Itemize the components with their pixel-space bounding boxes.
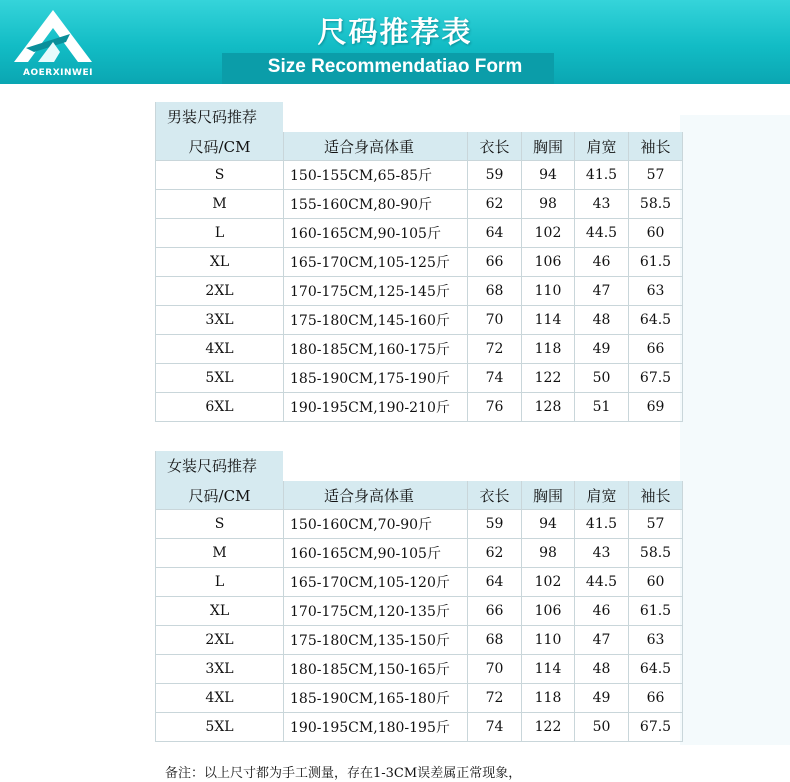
table-row [156,539,683,568]
cell-chest: 110 [522,626,575,655]
cell-size: 4XL [156,335,284,364]
col-size: 尺码/CM [156,481,284,510]
cell-chest: 94 [522,510,575,539]
cell-length: 68 [468,626,522,655]
cell-size: 3XL [156,306,284,335]
cell-height-weight: 185-190CM,175-190斤 [284,364,468,393]
women-size-section [155,451,682,742]
cell-chest: 114 [522,655,575,684]
cell-sleeve: 67.5 [629,713,683,742]
cell-height-weight: 185-190CM,165-180斤 [284,684,468,713]
cell-length: 62 [468,190,522,219]
cell-chest: 122 [522,713,575,742]
cell-size: XL [156,597,284,626]
table-row [156,335,683,364]
cell-size: M [156,539,284,568]
col-shoulder: 肩宽 [575,481,629,510]
cell-sleeve: 66 [629,684,683,713]
page-title: 尺码推荐表 [317,15,473,49]
cell-height-weight: 160-165CM,90-105斤 [284,539,468,568]
cell-sleeve: 69 [629,393,683,422]
cell-shoulder: 51 [575,393,629,422]
cell-sleeve: 61.5 [629,248,683,277]
col-chest: 胸围 [522,481,575,510]
cell-chest: 94 [522,161,575,190]
cell-sleeve: 67.5 [629,364,683,393]
cell-size: M [156,190,284,219]
col-height-weight: 适合身高体重 [284,132,468,161]
cell-height-weight: 170-175CM,125-145斤 [284,277,468,306]
cell-height-weight: 160-165CM,90-105斤 [284,219,468,248]
cell-height-weight: 175-180CM,145-160斤 [284,306,468,335]
cell-size: 6XL [156,393,284,422]
cell-length: 74 [468,713,522,742]
col-shoulder: 肩宽 [575,132,629,161]
cell-size: 2XL [156,626,284,655]
table-row [156,248,683,277]
side-strip [680,115,790,745]
cell-height-weight: 170-175CM,120-135斤 [284,597,468,626]
table-row [156,393,683,422]
cell-shoulder: 46 [575,597,629,626]
cell-size: S [156,161,284,190]
cell-sleeve: 64.5 [629,655,683,684]
cell-size: 3XL [156,655,284,684]
cell-size: XL [156,248,284,277]
cell-sleeve: 61.5 [629,597,683,626]
cell-chest: 98 [522,190,575,219]
cell-shoulder: 41.5 [575,510,629,539]
cell-length: 64 [468,219,522,248]
cell-sleeve: 66 [629,335,683,364]
cell-size: L [156,219,284,248]
cell-shoulder: 50 [575,364,629,393]
cell-size: 4XL [156,684,284,713]
cell-shoulder: 46 [575,248,629,277]
cell-height-weight: 180-185CM,160-175斤 [284,335,468,364]
cell-length: 62 [468,539,522,568]
cell-length: 68 [468,277,522,306]
cell-size: S [156,510,284,539]
cell-sleeve: 58.5 [629,190,683,219]
cell-shoulder: 47 [575,277,629,306]
cell-chest: 114 [522,306,575,335]
table-row [156,161,683,190]
table-row [156,277,683,306]
cell-chest: 102 [522,568,575,597]
cell-chest: 102 [522,219,575,248]
cell-chest: 118 [522,684,575,713]
cell-shoulder: 48 [575,306,629,335]
cell-shoulder: 43 [575,190,629,219]
cell-length: 64 [468,568,522,597]
footnote: 备注：以上尺寸都为手工测量，存在1-3CM误差属正常现象， [165,766,522,781]
table-row [156,597,683,626]
table-header-row [156,132,683,161]
table-row [156,219,683,248]
men-size-table [155,132,683,422]
women-size-table [155,481,683,742]
cell-chest: 106 [522,597,575,626]
cell-length: 59 [468,510,522,539]
table-row [156,306,683,335]
table-row [156,655,683,684]
cell-height-weight: 190-195CM,190-210斤 [284,393,468,422]
cell-shoulder: 44.5 [575,568,629,597]
cell-chest: 118 [522,335,575,364]
cell-shoulder: 49 [575,335,629,364]
cell-length: 76 [468,393,522,422]
table-row [156,626,683,655]
cell-sleeve: 63 [629,277,683,306]
col-length: 衣长 [468,132,522,161]
table-header-row [156,481,683,510]
cell-height-weight: 150-160CM,70-90斤 [284,510,468,539]
header-banner [0,0,790,84]
cell-height-weight: 155-160CM,80-90斤 [284,190,468,219]
cell-size: 2XL [156,277,284,306]
cell-size: 5XL [156,364,284,393]
cell-length: 66 [468,248,522,277]
cell-shoulder: 47 [575,626,629,655]
col-length: 衣长 [468,481,522,510]
cell-chest: 110 [522,277,575,306]
cell-length: 72 [468,684,522,713]
cell-shoulder: 50 [575,713,629,742]
cell-length: 74 [468,364,522,393]
cell-sleeve: 63 [629,626,683,655]
cell-sleeve: 60 [629,568,683,597]
table-row [156,684,683,713]
cell-height-weight: 180-185CM,150-165斤 [284,655,468,684]
women-section-title: 女装尺码推荐 [155,451,283,481]
cell-sleeve: 58.5 [629,539,683,568]
cell-shoulder: 43 [575,539,629,568]
cell-shoulder: 41.5 [575,161,629,190]
men-size-section [155,102,682,422]
cell-height-weight: 175-180CM,135-150斤 [284,626,468,655]
cell-height-weight: 165-170CM,105-125斤 [284,248,468,277]
cell-chest: 128 [522,393,575,422]
men-section-title: 男装尺码推荐 [155,102,283,132]
cell-shoulder: 48 [575,655,629,684]
cell-chest: 106 [522,248,575,277]
cell-size: 5XL [156,713,284,742]
table-row [156,713,683,742]
col-sleeve: 袖长 [629,481,683,510]
table-row [156,364,683,393]
col-height-weight: 适合身高体重 [284,481,468,510]
cell-length: 66 [468,597,522,626]
cell-length: 70 [468,655,522,684]
cell-length: 72 [468,335,522,364]
cell-height-weight: 190-195CM,180-195斤 [284,713,468,742]
cell-sleeve: 64.5 [629,306,683,335]
col-chest: 胸围 [522,132,575,161]
table-row [156,568,683,597]
cell-height-weight: 165-170CM,105-120斤 [284,568,468,597]
page-subtitle: Size Recommendatiao Form [267,56,523,77]
cell-size: L [156,568,284,597]
cell-shoulder: 44.5 [575,219,629,248]
cell-sleeve: 57 [629,510,683,539]
table-row [156,510,683,539]
cell-chest: 98 [522,539,575,568]
cell-length: 70 [468,306,522,335]
brand-name: AOERXINWEI [23,68,93,78]
cell-height-weight: 150-155CM,65-85斤 [284,161,468,190]
cell-chest: 122 [522,364,575,393]
col-size: 尺码/CM [156,132,284,161]
table-row [156,190,683,219]
cell-sleeve: 60 [629,219,683,248]
cell-length: 59 [468,161,522,190]
cell-shoulder: 49 [575,684,629,713]
col-sleeve: 袖长 [629,132,683,161]
cell-sleeve: 57 [629,161,683,190]
